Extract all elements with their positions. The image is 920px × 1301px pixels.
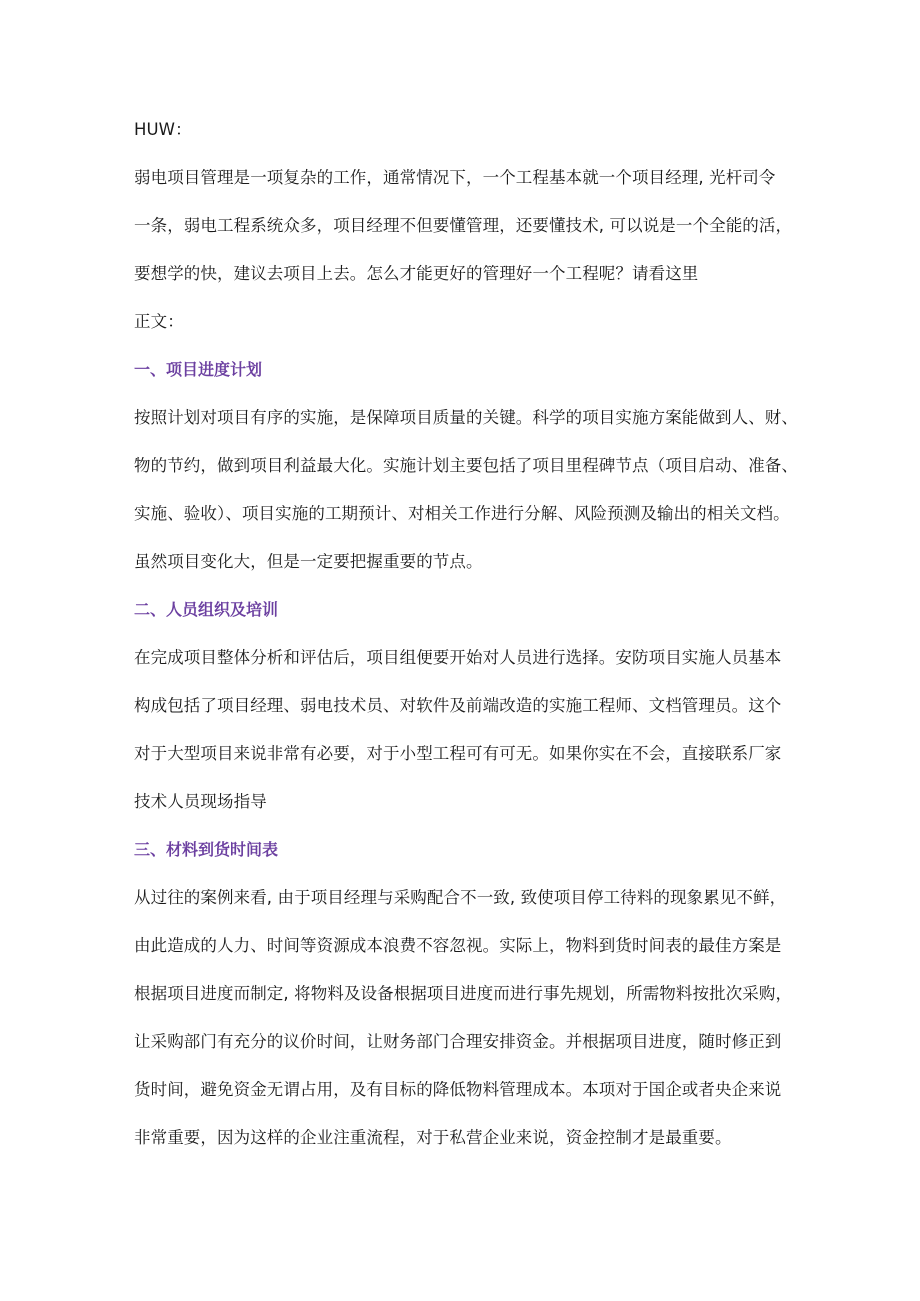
paragraph-line: 货时间，避免资金无谓占用，及有目标的降低物料管理成本。本项对于国企或者央企来说 bbox=[134, 1080, 782, 1099]
paragraph-line: 由此造成的人力、时间等资源成本浪费不容忽视。实际上，物料到货时间表的最佳方案是 bbox=[134, 936, 782, 955]
paragraph-line: 非常重要，因为这样的企业注重流程，对于私营企业来说，资金控制才是最重要。 bbox=[134, 1128, 732, 1147]
section-heading: 三、材料到货时间表 bbox=[134, 840, 279, 859]
document-page bbox=[134, 118, 796, 1150]
paragraph-line: 构成包括了项目经理、弱电技术员、对软件及前端改造的实施工程师、文档管理员。这个 bbox=[134, 696, 782, 715]
intro-label: HUW： bbox=[134, 120, 192, 139]
intro-line: 弱电项目管理是一项复杂的工作，通常情况下，一个工程基本就一个项目经理, 光杆司令 bbox=[134, 168, 776, 187]
section-heading: 一、项目进度计划 bbox=[134, 360, 263, 379]
paragraph-line: 按照计划对项目有序的实施，是保障项目质量的关键。科学的项目实施方案能做到人、财、 bbox=[134, 408, 798, 427]
paragraph-line: 实施、验收）、项目实施的工期预计、对相关工作进行分解、风险预测及输出的相关文档。 bbox=[134, 504, 790, 523]
intro-line: 要想学的快，建议去项目上去。怎么才能更好的管理好一个工程呢？请看这里 bbox=[134, 264, 699, 283]
section-heading: 二、人员组织及培训 bbox=[134, 600, 279, 619]
intro-line: 一条，弱电工程系统众多，项目经理不但要懂管理，还要懂技术, 可以说是一个全能的活， bbox=[134, 216, 793, 235]
paragraph-line: 在完成项目整体分析和评估后，项目组便要开始对人员进行选择。安防项目实施人员基本 bbox=[134, 648, 782, 667]
paragraph-line: 虽然项目变化大，但是一定要把握重要的节点。 bbox=[134, 552, 483, 571]
paragraph-line: 从过往的案例来看, 由于项目经理与采购配合不一致, 致使项目停工待料的现象累见不鲜， bbox=[134, 888, 787, 907]
paragraph-line: 技术人员现场指导 bbox=[134, 792, 267, 811]
body-label: 正文： bbox=[134, 312, 184, 331]
paragraph-line: 对于大型项目来说非常有必要，对于小型工程可有可无。如果你实在不会，直接联系厂家 bbox=[134, 744, 782, 763]
paragraph-line: 让采购部门有充分的议价时间，让财务部门合理安排资金。并根据项目进度，随时修正到 bbox=[134, 1032, 782, 1051]
paragraph-line: 物的节约，做到项目利益最大化。实施计划主要包括了项目里程碑节点（项目启动、准备、 bbox=[134, 456, 798, 475]
paragraph-line: 根据项目进度而制定, 将物料及设备根据项目进度而进行事先规划，所需物料按批次采购， bbox=[134, 984, 793, 1003]
